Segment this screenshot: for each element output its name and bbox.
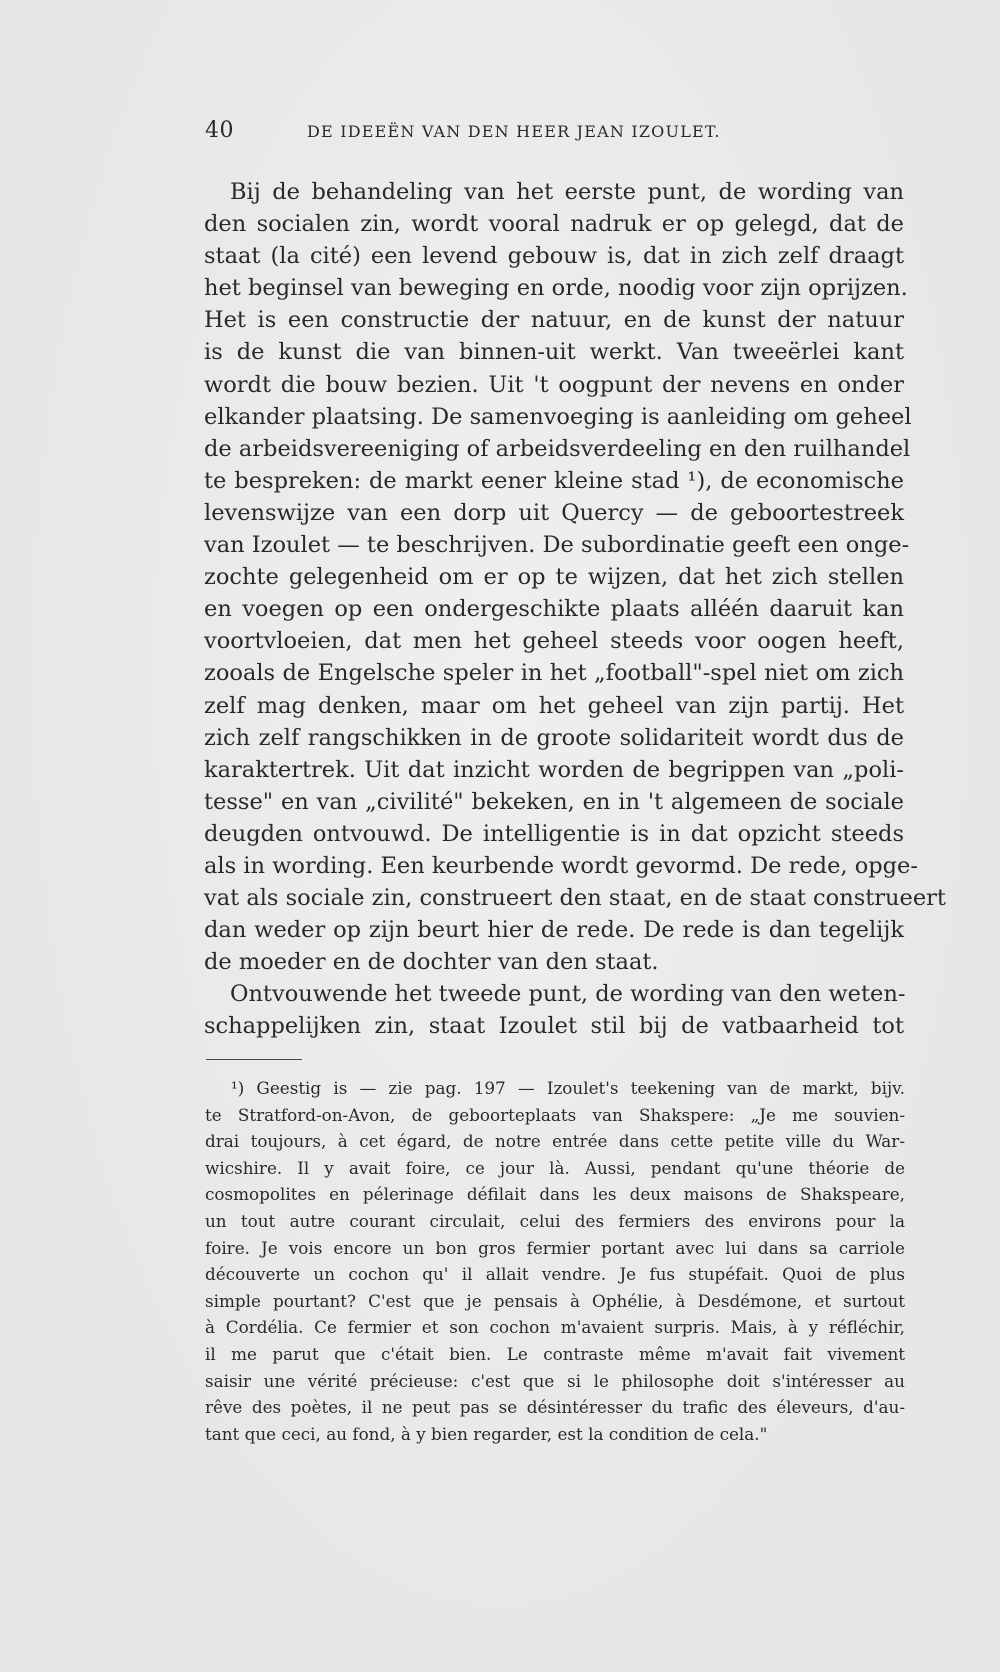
footnote-line: wicshire. Il y avait foire, ce jour là. Aussi, pendant qu'une théorie de xyxy=(205,1157,905,1178)
footnote-line: drai toujours, à cet égard, de notre entrée dans cette petite ville du War- xyxy=(205,1131,905,1152)
footnote-line: cosmopolites en pélerinage défilait dans les deux maisons de Shakspeare, xyxy=(205,1184,905,1205)
main-text xyxy=(204,176,946,1043)
footnote-line: te Stratford-on-Avon, de geboorteplaats van Shakspere: „Je me souvien- xyxy=(205,1104,905,1125)
text-line: Het is een constructie der natuur, en de kunst der natuur xyxy=(204,307,904,334)
page-header xyxy=(205,118,805,148)
footnote-line: saisir une vérité précieuse: c'est que si le philosophe doit s'intéresser au xyxy=(205,1370,905,1391)
text-line: den socialen zin, wordt vooral nadruk er op gelegd, dat de xyxy=(204,211,904,238)
text-line: vat als sociale zin, construeert den staat, en de staat construeert xyxy=(204,885,946,912)
text-line: te bespreken: de markt eener kleine stad ¹), de economische xyxy=(204,467,904,494)
footnote-rule xyxy=(206,1059,302,1060)
text-line: is de kunst die van binnen-uit werkt. Van tweeërlei kant xyxy=(204,339,904,366)
text-line: schappelijken zin, staat Izoulet stil bij de vatbaarheid tot xyxy=(204,1013,904,1040)
text-line: de arbeidsvereeniging of arbeidsverdeeling en den ruilhandel xyxy=(204,435,911,462)
footnote-line: foire. Je vois encore un bon gros fermier portant avec lui dans sa carriole xyxy=(205,1237,905,1258)
text-line: het beginsel van beweging en orde, noodig voor zijn oprijzen. xyxy=(204,275,908,302)
text-line: als in wording. Een keurbende wordt gevormd. De rede, opge- xyxy=(204,852,918,879)
text-line: Ontvouwende het tweede punt, de wording van den weten- xyxy=(230,981,906,1008)
footnote-line: simple pourtant? C'est que je pensais à Ophélie, à Desdémone, et surtout xyxy=(205,1290,905,1311)
text-line: wordt die bouw bezien. Uit 't oogpunt der nevens en onder xyxy=(204,371,904,398)
footnote-line: tant que ceci, au fond, à y bien regarder, est la condition de cela." xyxy=(205,1423,768,1444)
footnote-block xyxy=(205,1075,905,1447)
footnote-line: un tout autre courant circulait, celui des fermiers des environs pour la xyxy=(205,1210,905,1231)
text-line: staat (la cité) een levend gebouw is, dat in zich zelf draagt xyxy=(204,243,904,270)
text-line: dan weder op zijn beurt hier de rede. De rede is dan tegelijk xyxy=(204,917,904,944)
text-line: zich zelf rangschikken in de groote solidariteit wordt dus de xyxy=(204,724,904,751)
footnote-line: à Cordélia. Ce fermier et son cochon m'avaient surpris. Mais, à y réfléchir, xyxy=(205,1317,905,1338)
text-line: Bij de behandeling van het eerste punt, de wording van xyxy=(230,179,904,205)
text-line: zooals de Engelsche speler in het „football"-spel niet om zich xyxy=(204,660,904,687)
text-line: elkander plaatsing. De samenvoeging is aanleiding om geheel xyxy=(204,403,912,430)
text-line: en voegen op een ondergeschikte plaats alléén daaruit kan xyxy=(204,596,904,623)
footnote-line: découverte un cochon qu' il allait vendre. Je fus stupéfait. Quoi de plus xyxy=(205,1264,905,1285)
text-line: voortvloeien, dat men het geheel steeds voor oogen heeft, xyxy=(204,628,904,655)
text-line: de moeder en de dochter van den staat. xyxy=(204,949,659,976)
running-title: DE IDEEËN VAN DEN HEER JEAN IZOULET. xyxy=(307,122,721,141)
text-line: deugden ontvouwd. De intelligentie is in dat opzicht steeds xyxy=(204,820,904,847)
footnote-line: ¹) Geestig is — zie pag. 197 — Izoulet's teekening van de markt, bijv. xyxy=(231,1078,905,1098)
page-number: 40 xyxy=(205,118,234,143)
text-line: van Izoulet — te beschrijven. De subordinatie geeft een onge- xyxy=(204,532,910,559)
text-line: zochte gelegenheid om er op te wijzen, dat het zich stellen xyxy=(204,564,904,591)
text-line: zelf mag denken, maar om het geheel van zijn partij. Het xyxy=(204,692,904,719)
text-line: tesse" en van „civilité" bekeken, en in 't algemeen de sociale xyxy=(204,788,904,815)
text-line: karaktertrek. Uit dat inzicht worden de begrippen van „poli- xyxy=(204,756,904,783)
text-line: levenswijze van een dorp uit Quercy — de geboortestreek xyxy=(204,499,904,526)
footnote-line: il me parut que c'était bien. Le contraste même m'avait fait vivement xyxy=(205,1343,905,1364)
footnote-line: rêve des poètes, il ne peut pas se désintéresser du trafic des éleveurs, d'au- xyxy=(205,1397,905,1418)
